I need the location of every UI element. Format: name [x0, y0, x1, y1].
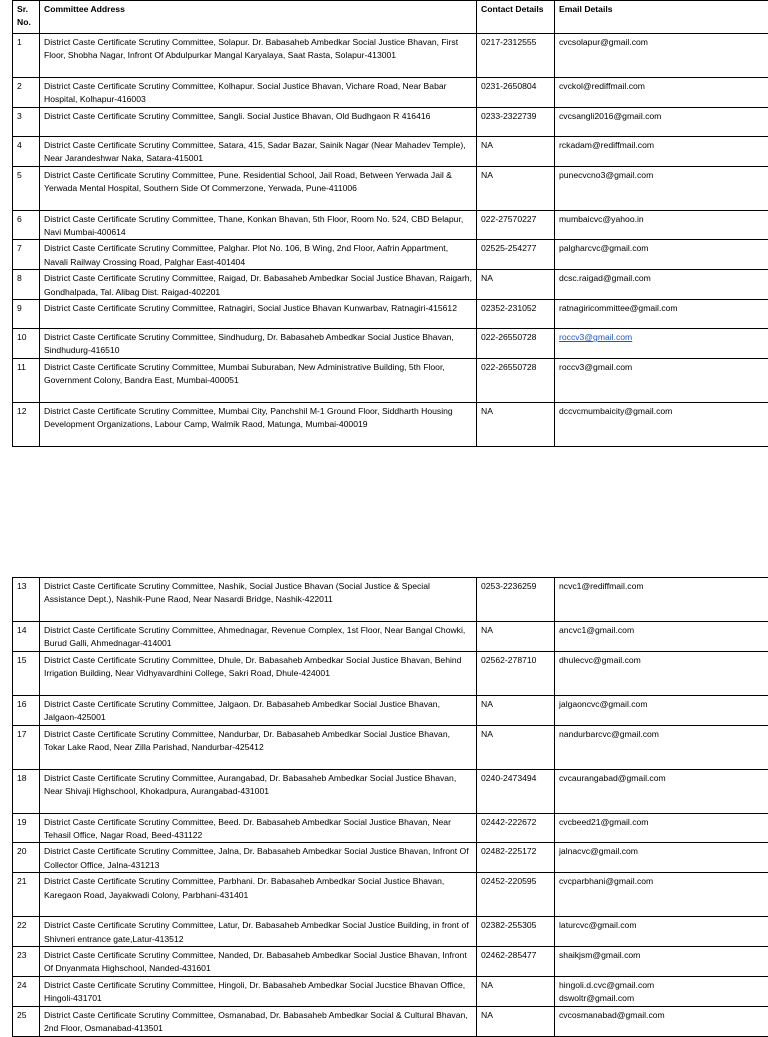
email-text: laturcvc@gmail.com — [559, 919, 768, 932]
row-contact-details: NA — [477, 695, 555, 725]
row-contact-details: 02462-285477 — [477, 947, 555, 977]
row-email-details — [555, 843, 768, 873]
table-row — [13, 34, 768, 78]
email-text: palgharcvc@gmail.com — [559, 242, 768, 255]
row-committee-address: District Caste Certificate Scrutiny Committee, Pune. Residential School, Jail Road, Between Yerwada Jail & Yerwada Mental Hospital, Southern Side Of Commerzone, Yerwada, Pune-411006 — [40, 166, 477, 210]
row-contact-details: NA — [477, 1006, 555, 1036]
email-text: ncvc1@rediffmail.com — [559, 580, 768, 593]
table-row — [13, 136, 768, 166]
row-committee-address: District Caste Certificate Scrutiny Committee, Nanded, Dr. Babasaheb Ambedkar Social Justice Bhavan, Infront Of Dnyanmata Highschool, Nanded-431601 — [40, 947, 477, 977]
table-row — [13, 78, 768, 108]
row-email-details — [555, 34, 768, 78]
email-text: cvcsangli2016@gmail.com — [559, 110, 768, 123]
header-contact: Contact Details — [477, 1, 555, 34]
email-text: dcsc.raigad@gmail.com — [559, 272, 768, 285]
row-committee-address: District Caste Certificate Scrutiny Committee, Dhule, Dr. Babasaheb Ambedkar Social Justice Bhavan, Behind Irrigation Building, Near Vidhyavardhini College, Sakri Road, Dhule-424001 — [40, 651, 477, 695]
table-row — [13, 402, 768, 446]
row-email-details — [555, 210, 768, 240]
row-sr-no: 20 — [13, 843, 40, 873]
row-sr-no: 3 — [13, 107, 40, 136]
email-text: jalnacvc@gmail.com — [559, 845, 768, 858]
table-row — [13, 240, 768, 270]
table-row — [13, 947, 768, 977]
row-sr-no: 12 — [13, 402, 40, 446]
email-text: cvcosmanabad@gmail.com — [559, 1009, 768, 1022]
email-text: rckadam@rediffmail.com — [559, 139, 768, 152]
table-row — [13, 651, 768, 695]
row-sr-no: 13 — [13, 578, 40, 622]
row-committee-address: District Caste Certificate Scrutiny Committee, Satara, 415, Sadar Bazar, Sainik Nagar (Near Mahadev Temple), Near Jarandeshwar Naka, Satara-415001 — [40, 136, 477, 166]
row-contact-details: 022-27570227 — [477, 210, 555, 240]
email-text: cvcbeed21@gmail.com — [559, 816, 768, 829]
table-row — [13, 358, 768, 402]
row-email-details — [555, 947, 768, 977]
table-row — [13, 578, 768, 622]
row-email-details — [555, 300, 768, 329]
email-text: ancvc1@gmail.com — [559, 624, 768, 637]
row-sr-no: 19 — [13, 813, 40, 843]
row-contact-details: 0233-2322739 — [477, 107, 555, 136]
row-email-details — [555, 578, 768, 622]
row-sr-no: 4 — [13, 136, 40, 166]
row-email-details — [555, 78, 768, 108]
table-row — [13, 695, 768, 725]
email-text: cvckol@rediffmail.com — [559, 80, 768, 93]
table-row — [13, 270, 768, 300]
row-email-details — [555, 136, 768, 166]
header-address: Committee Address — [40, 1, 477, 34]
header-row — [13, 1, 768, 34]
row-committee-address: District Caste Certificate Scrutiny Committee, Thane, Konkan Bhavan, 5th Floor, Room No. 524, CBD Belapur, Navi Mumbai-400614 — [40, 210, 477, 240]
row-email-details — [555, 976, 768, 1006]
row-sr-no: 11 — [13, 358, 40, 402]
email-text-secondary: dswoltr@gmail.com — [559, 992, 768, 1005]
committee-table-2 — [12, 577, 768, 1037]
table-row — [13, 843, 768, 873]
row-contact-details: 0217-2312555 — [477, 34, 555, 78]
row-sr-no: 2 — [13, 78, 40, 108]
row-committee-address: District Caste Certificate Scrutiny Committee, Osmanabad, Dr. Babasaheb Ambedkar Social & Cultural Bhavan, 2nd Floor, Osmanabad-413501 — [40, 1006, 477, 1036]
row-email-details — [555, 166, 768, 210]
email-text: mumbaicvc@yahoo.in — [559, 213, 768, 226]
table-row — [13, 166, 768, 210]
table-row — [13, 1006, 768, 1036]
row-sr-no: 15 — [13, 651, 40, 695]
row-committee-address: District Caste Certificate Scrutiny Committee, Nandurbar, Dr. Babasaheb Ambedkar Social Justice Bhavan, Tokar Lake Raod, Near Zilla Parishad, Nandurbar-425412 — [40, 725, 477, 769]
row-contact-details: 0231-2650804 — [477, 78, 555, 108]
row-email-details — [555, 769, 768, 813]
row-contact-details: NA — [477, 402, 555, 446]
row-sr-no: 7 — [13, 240, 40, 270]
email-text: dhulecvc@gmail.com — [559, 654, 768, 667]
row-committee-address: District Caste Certificate Scrutiny Committee, Palghar. Plot No. 106, B Wing, 2nd Floor, Aafrin Appartment, Navali Railway Crossing Road, Palghar East-401404 — [40, 240, 477, 270]
row-contact-details: 02482-225172 — [477, 843, 555, 873]
email-text: cvcparbhani@gmail.com — [559, 875, 768, 888]
table-row — [13, 622, 768, 652]
row-sr-no: 24 — [13, 976, 40, 1006]
row-committee-address: District Caste Certificate Scrutiny Committee, Hingoli, Dr. Babasaheb Ambedkar Social Jucstice Bhavan Office, Hingoli-431701 — [40, 976, 477, 1006]
row-committee-address: District Caste Certificate Scrutiny Committee, Ratnagiri, Social Justice Bhavan Kunwarbav, Ratnagiri-415612 — [40, 300, 477, 329]
committee-table-1 — [12, 0, 768, 447]
table-row — [13, 300, 768, 329]
table-row — [13, 873, 768, 917]
table-row — [13, 917, 768, 947]
row-committee-address: District Caste Certificate Scrutiny Committee, Latur, Dr. Babasaheb Ambedkar Social Justice Building, in front of Shivneri entrance gate,Latur-413512 — [40, 917, 477, 947]
row-contact-details: 02382-255305 — [477, 917, 555, 947]
row-contact-details: 02562-278710 — [477, 651, 555, 695]
email-text: jalgaoncvc@gmail.com — [559, 698, 768, 711]
email-text: ratnagiricommittee@gmail.com — [559, 302, 768, 315]
row-contact-details: 022-26550728 — [477, 329, 555, 359]
row-sr-no: 8 — [13, 270, 40, 300]
row-email-details — [555, 107, 768, 136]
table-row — [13, 769, 768, 813]
row-email-details — [555, 270, 768, 300]
row-contact-details: NA — [477, 166, 555, 210]
row-email-details — [555, 695, 768, 725]
email-text: shaikjsm@gmail.com — [559, 949, 768, 962]
row-email-details — [555, 1006, 768, 1036]
row-committee-address: District Caste Certificate Scrutiny Committee, Kolhapur. Social Justice Bhavan, Vichare Road, Near Babar Hospital, Kolhapur-416003 — [40, 78, 477, 108]
row-contact-details: 02352-231052 — [477, 300, 555, 329]
row-contact-details: 02452-220595 — [477, 873, 555, 917]
row-committee-address: District Caste Certificate Scrutiny Committee, Sindhudurg, Dr. Babasaheb Ambedkar Social Justice Bhavan, Sindhudurg-416510 — [40, 329, 477, 359]
row-contact-details: NA — [477, 136, 555, 166]
table-row — [13, 210, 768, 240]
row-committee-address: District Caste Certificate Scrutiny Committee, Beed. Dr. Babasaheb Ambedkar Social Justice Bhavan, Near Tehasil Office, Nagar Road, Beed-431122 — [40, 813, 477, 843]
row-sr-no: 6 — [13, 210, 40, 240]
row-contact-details: NA — [477, 976, 555, 1006]
row-sr-no: 21 — [13, 873, 40, 917]
row-sr-no: 5 — [13, 166, 40, 210]
table-row — [13, 725, 768, 769]
email-text: roccv3@gmail.com — [559, 361, 768, 374]
row-committee-address: District Caste Certificate Scrutiny Committee, Solapur. Dr. Babasaheb Ambedkar Social Justice Bhavan, First Floor, Shobha Nagar, Infront Of Abdulpurkar Mangal Karyalaya, Saat Rasta, Solapur-413001 — [40, 34, 477, 78]
row-committee-address: District Caste Certificate Scrutiny Committee, Mumbai Suburaban, New Administrative Building, 5th Floor, Government Colony, Bandra East, Mumbai-400051 — [40, 358, 477, 402]
email-text: dccvcmumbaicity@gmail.com — [559, 405, 768, 418]
row-email-details — [555, 725, 768, 769]
row-contact-details: 0253-2236259 — [477, 578, 555, 622]
row-committee-address: District Caste Certificate Scrutiny Committee, Raigad, Dr. Babasaheb Ambedkar Social Justice Bhavan, Raigarh, Gondhalpada, Tal. Alibag Dist. Raigad-402201 — [40, 270, 477, 300]
email-text: punecvcno3@gmail.com — [559, 169, 768, 182]
row-sr-no: 14 — [13, 622, 40, 652]
row-committee-address: District Caste Certificate Scrutiny Committee, Parbhani. Dr. Babasaheb Ambedkar Social Justice Bhavan, Karegaon Road, Jayakwadi Colony, Parbhani-431401 — [40, 873, 477, 917]
row-committee-address: District Caste Certificate Scrutiny Committee, Mumbai City, Panchshil M-1 Ground Floor, Siddharth Housing Development Organizations, Labour Camp, Walmik Raod, Matunga, Mumbai-400019 — [40, 402, 477, 446]
row-email-details — [555, 813, 768, 843]
row-email-details — [555, 240, 768, 270]
row-contact-details: NA — [477, 725, 555, 769]
row-email-details — [555, 622, 768, 652]
header-email: Email Details — [555, 1, 768, 34]
row-sr-no: 23 — [13, 947, 40, 977]
email-text: cvcaurangabad@gmail.com — [559, 772, 768, 785]
row-contact-details: NA — [477, 622, 555, 652]
row-sr-no: 1 — [13, 34, 40, 78]
row-email-details — [555, 917, 768, 947]
table-row — [13, 107, 768, 136]
row-committee-address: District Caste Certificate Scrutiny Committee, Ahmednagar, Revenue Complex, 1st Floor, Near Bangal Chowki, Burud Galli, Ahmednagar-414001 — [40, 622, 477, 652]
row-email-details — [555, 651, 768, 695]
row-contact-details: 02442-222672 — [477, 813, 555, 843]
row-contact-details: 022-26550728 — [477, 358, 555, 402]
row-committee-address: District Caste Certificate Scrutiny Committee, Aurangabad, Dr. Babasaheb Ambedkar Social Justice Bhavan, Near Shivaji Highschool, Khokadpura, Aurangabad-431001 — [40, 769, 477, 813]
row-sr-no: 9 — [13, 300, 40, 329]
row-sr-no: 18 — [13, 769, 40, 813]
row-email-details — [555, 402, 768, 446]
table-row — [13, 329, 768, 359]
table-row — [13, 976, 768, 1006]
row-email-details — [555, 358, 768, 402]
row-sr-no: 16 — [13, 695, 40, 725]
email-link[interactable]: roccv3@gmail.com — [559, 332, 632, 342]
row-email-details — [555, 873, 768, 917]
email-text: nandurbarcvc@gmail.com — [559, 728, 768, 741]
row-contact-details: NA — [477, 270, 555, 300]
row-sr-no: 22 — [13, 917, 40, 947]
header-sr: Sr. No. — [13, 1, 40, 34]
row-committee-address: District Caste Certificate Scrutiny Committee, Jalna, Dr. Babasaheb Ambedkar Social Justice Bhavan, Infront Of Collector Office, Jalna-431213 — [40, 843, 477, 873]
row-sr-no: 10 — [13, 329, 40, 359]
email-text: hingoli.d.cvc@gmail.com — [559, 979, 768, 992]
row-committee-address: District Caste Certificate Scrutiny Committee, Jalgaon. Dr. Babasaheb Ambedkar Social Justice Bhavan, Jalgaon-425001 — [40, 695, 477, 725]
row-sr-no: 17 — [13, 725, 40, 769]
row-contact-details: 0240-2473494 — [477, 769, 555, 813]
row-contact-details: 02525-254277 — [477, 240, 555, 270]
row-sr-no: 25 — [13, 1006, 40, 1036]
row-committee-address: District Caste Certificate Scrutiny Committee, Nashik, Social Justice Bhavan (Social Justice & Special Assistance Dept.), Nashik-Pune Raod, Near Nasardi Bridge, Nashik-422011 — [40, 578, 477, 622]
row-committee-address: District Caste Certificate Scrutiny Committee, Sangli. Social Justice Bhavan, Old Budhgaon R 416416 — [40, 107, 477, 136]
table-row — [13, 813, 768, 843]
email-text: cvcsolapur@gmail.com — [559, 36, 768, 49]
row-email-details — [555, 329, 768, 359]
